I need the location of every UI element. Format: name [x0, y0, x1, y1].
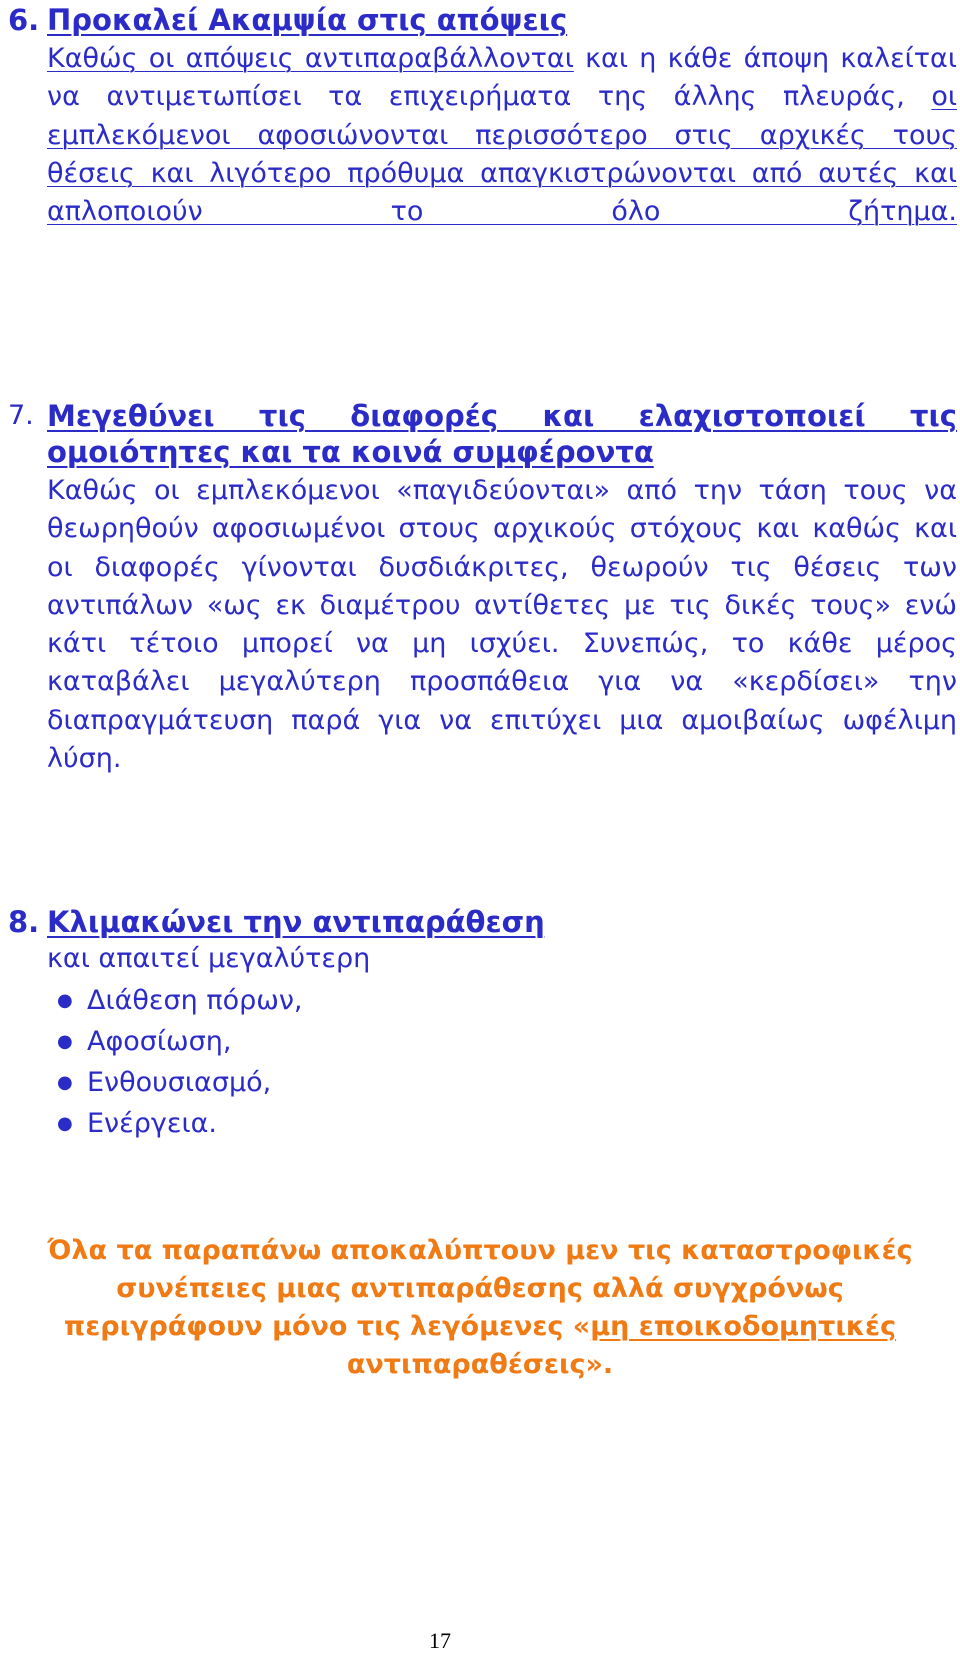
section-6-body	[47, 40, 957, 231]
section-8-number: 8.	[8, 905, 40, 939]
conclusion-text-b: αντιπαραθέσεις».	[346, 1349, 614, 1380]
section-7-number: 7.	[8, 400, 34, 431]
bullet-item: ● Αφοσίωση,	[47, 1021, 957, 1062]
page-number: 17	[429, 1628, 451, 1653]
section-6-text-c: οι εμπλεκόμενοι αφοσιώνονται περισσότερο στις αρχικές τους θέσεις και λιγότερο πρόθυμα απαγκιστρώνονται από αυτές και απλοποιούν το όλο ζήτημα.	[47, 81, 957, 228]
bullet-item: ● Ενθουσιασμό,	[47, 1062, 957, 1103]
section-7-title: Μεγεθύνει τις διαφορές και ελαχιστοποιεί τις ομοιότητες και τα κοινά συμφέροντα	[47, 399, 957, 469]
section-6-text-a: Καθώς οι απόψεις αντιπαραβάλλονται	[47, 43, 574, 74]
bullet-item: ● Ενέργεια.	[47, 1103, 957, 1144]
conclusion-underlined: μη εποικοδομητικές	[590, 1311, 897, 1342]
section-7-body: Καθώς οι εμπλεκόμενοι «παγιδεύονται» από την τάση τους να θεωρηθούν αφοσιωμένοι στους αρχικούς στόχους και καθώς και οι διαφορές γίνονται δυσδιάκριτες, θεωρούν τις θέσεις των αντιπάλων «ως εκ διαμέτρου αντίθετες με τις δικές τους» ενώ κάτι τέτοιο μπορεί να μη ισχύει. Συνεπώς, το κάθε μέρος καταβάλει μεγαλύτερη προσπάθεια για να «κερδίσει» την διαπραγμάτευση παρά για να επιτύχει μια αμοιβαίως ωφέλιμη λύση.	[47, 475, 957, 775]
section-6-text-b: και η κάθε άποψη καλείται να αντιμετωπίσει τα επιχειρήματα της άλλης πλευράς,	[47, 43, 957, 113]
section-6-title: Προκαλεί Ακαμψία στις απόψεις	[47, 3, 568, 37]
bullet-item: ● Διάθεση πόρων,	[47, 980, 957, 1021]
conclusion-text-a: Όλα τα παραπάνω αποκαλύπτουν μεν τις καταστροφικές συνέπειες μιας αντιπαράθεσης αλλά συγχρόνως περιγράφουν μόνο τις λεγόμενες «	[47, 1235, 913, 1342]
conclusion-paragraph	[40, 1232, 920, 1384]
section-6-number: 6.	[8, 3, 40, 37]
section-8-intro: και απαιτεί μεγαλύτερη	[47, 943, 371, 974]
section-8-bullets	[47, 980, 957, 1144]
section-8-title: Κλιμακώνει την αντιπαράθεση	[47, 905, 545, 939]
